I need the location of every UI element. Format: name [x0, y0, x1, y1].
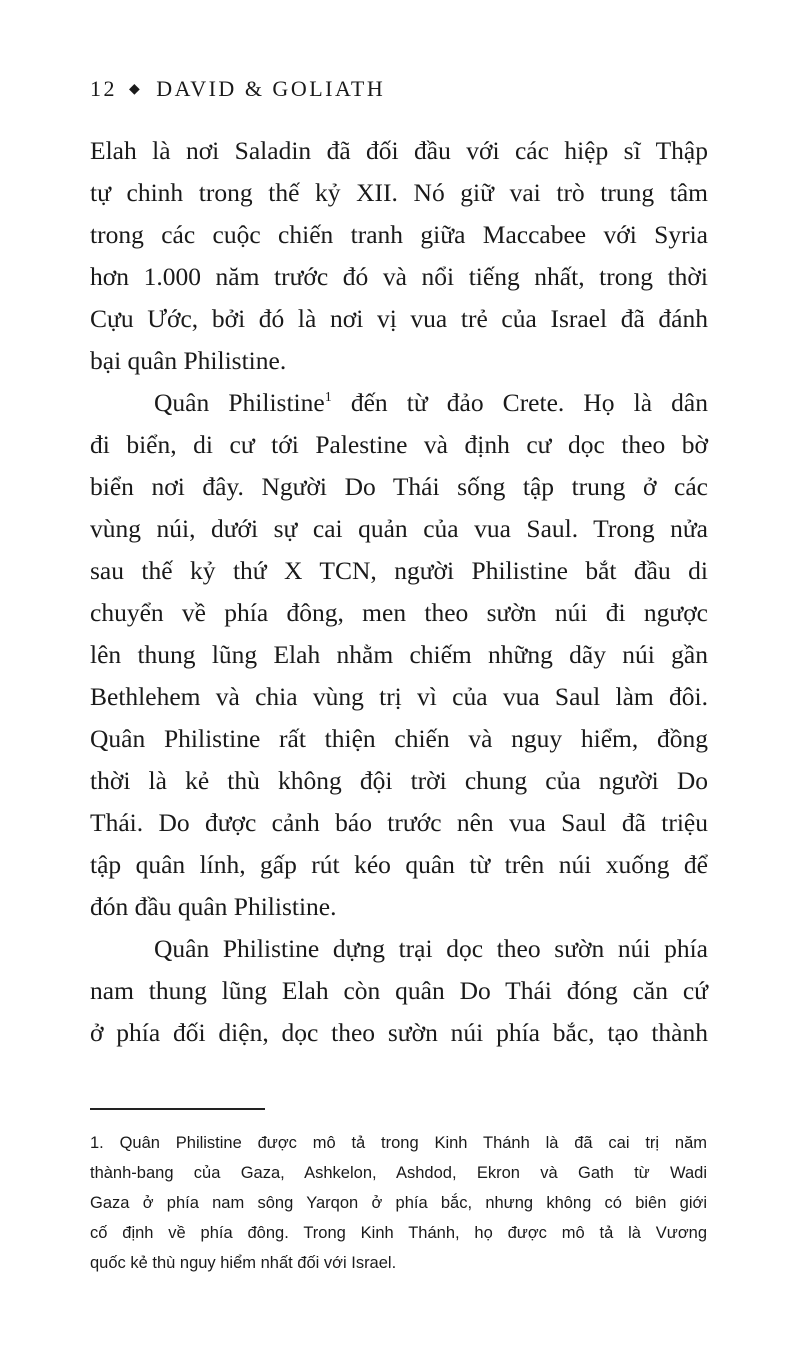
text-line: thời là kẻ thù không đội trời chung của người Do: [90, 766, 708, 795]
footnote: [90, 1128, 707, 1278]
text-line: vùng núi, dưới sự cai quản của vua Saul. Trong nửa: [90, 514, 708, 543]
text-line: sau thế kỷ thứ X TCN, người Philistine bắt đầu di: [90, 556, 708, 585]
diamond-separator-icon: ◆: [129, 82, 143, 97]
text-line: tự chinh trong thế kỷ XII. Nó giữ vai trò trung tâm: [90, 178, 708, 207]
running-header: [90, 76, 385, 102]
text-line: ở phía đối diện, dọc theo sườn núi phía bắc, tạo thành: [90, 1018, 708, 1047]
text-line: chuyển về phía đông, men theo sườn núi đi ngược: [90, 598, 708, 627]
page-number: 12: [90, 76, 117, 101]
text-line: hơn 1.000 năm trước đó và nổi tiếng nhất, trong thời: [90, 262, 708, 291]
text-line: [90, 382, 708, 424]
text-line: Quân Philistine rất thiện chiến và nguy hiểm, đồng: [90, 724, 708, 753]
footnote-line: cố định về phía đông. Trong Kinh Thánh, họ được mô tả là Vương: [90, 1224, 707, 1242]
footnote-line: Gaza ở phía nam sông Yarqon ở phía bắc, nhưng không có biên giới: [90, 1194, 707, 1212]
text-line: biển nơi đây. Người Do Thái sống tập trung ở các: [90, 472, 708, 501]
footnote-line: thành-bang của Gaza, Ashkelon, Ashdod, Ekron và Gath từ Wadi: [90, 1164, 707, 1182]
paragraph-3: [90, 928, 708, 1054]
text-line: Thái. Do được cảnh báo trước nên vua Saul đã triệu: [90, 808, 708, 837]
text-line: Cựu Ước, bởi đó là nơi vị vua trẻ của Israel đã đánh: [90, 304, 708, 333]
text-segment: Quân Philistine: [154, 388, 325, 417]
text-line: đi biển, di cư tới Palestine và định cư dọc theo bờ: [90, 430, 708, 459]
body-text: [90, 130, 708, 1054]
text-line: trong các cuộc chiến tranh giữa Maccabee với Syria: [90, 220, 708, 249]
text-line: nam thung lũng Elah còn quân Do Thái đóng căn cứ: [90, 976, 708, 1005]
footnote-divider: [90, 1108, 265, 1110]
text-line: Bethlehem và chia vùng trị vì của vua Saul làm đôi.: [90, 682, 708, 711]
text-line: Elah là nơi Saladin đã đối đầu với các hiệp sĩ Thập: [90, 136, 708, 165]
paragraph-2: [90, 382, 708, 928]
text-line: tập quân lính, gấp rút kéo quân từ trên núi xuống để: [90, 850, 708, 879]
footnote-line: quốc kẻ thù nguy hiểm nhất đối với Israel.: [90, 1254, 397, 1272]
text-line: lên thung lũng Elah nhằm chiếm những dãy núi gần: [90, 640, 708, 669]
text-line: Quân Philistine dựng trại dọc theo sườn núi phía: [154, 934, 708, 963]
paragraph-1: [90, 130, 708, 382]
text-segment: đến từ đảo Crete. Họ là dân: [331, 388, 708, 417]
text-line: bại quân Philistine.: [90, 346, 287, 375]
footnote-reference[interactable]: 1: [324, 390, 332, 405]
book-title: DAVID & GOLIATH: [156, 76, 386, 101]
text-line: đón đầu quân Philistine.: [90, 892, 337, 921]
footnote-line: 1. Quân Philistine được mô tả trong Kinh Thánh là đã cai trị năm: [90, 1134, 707, 1152]
